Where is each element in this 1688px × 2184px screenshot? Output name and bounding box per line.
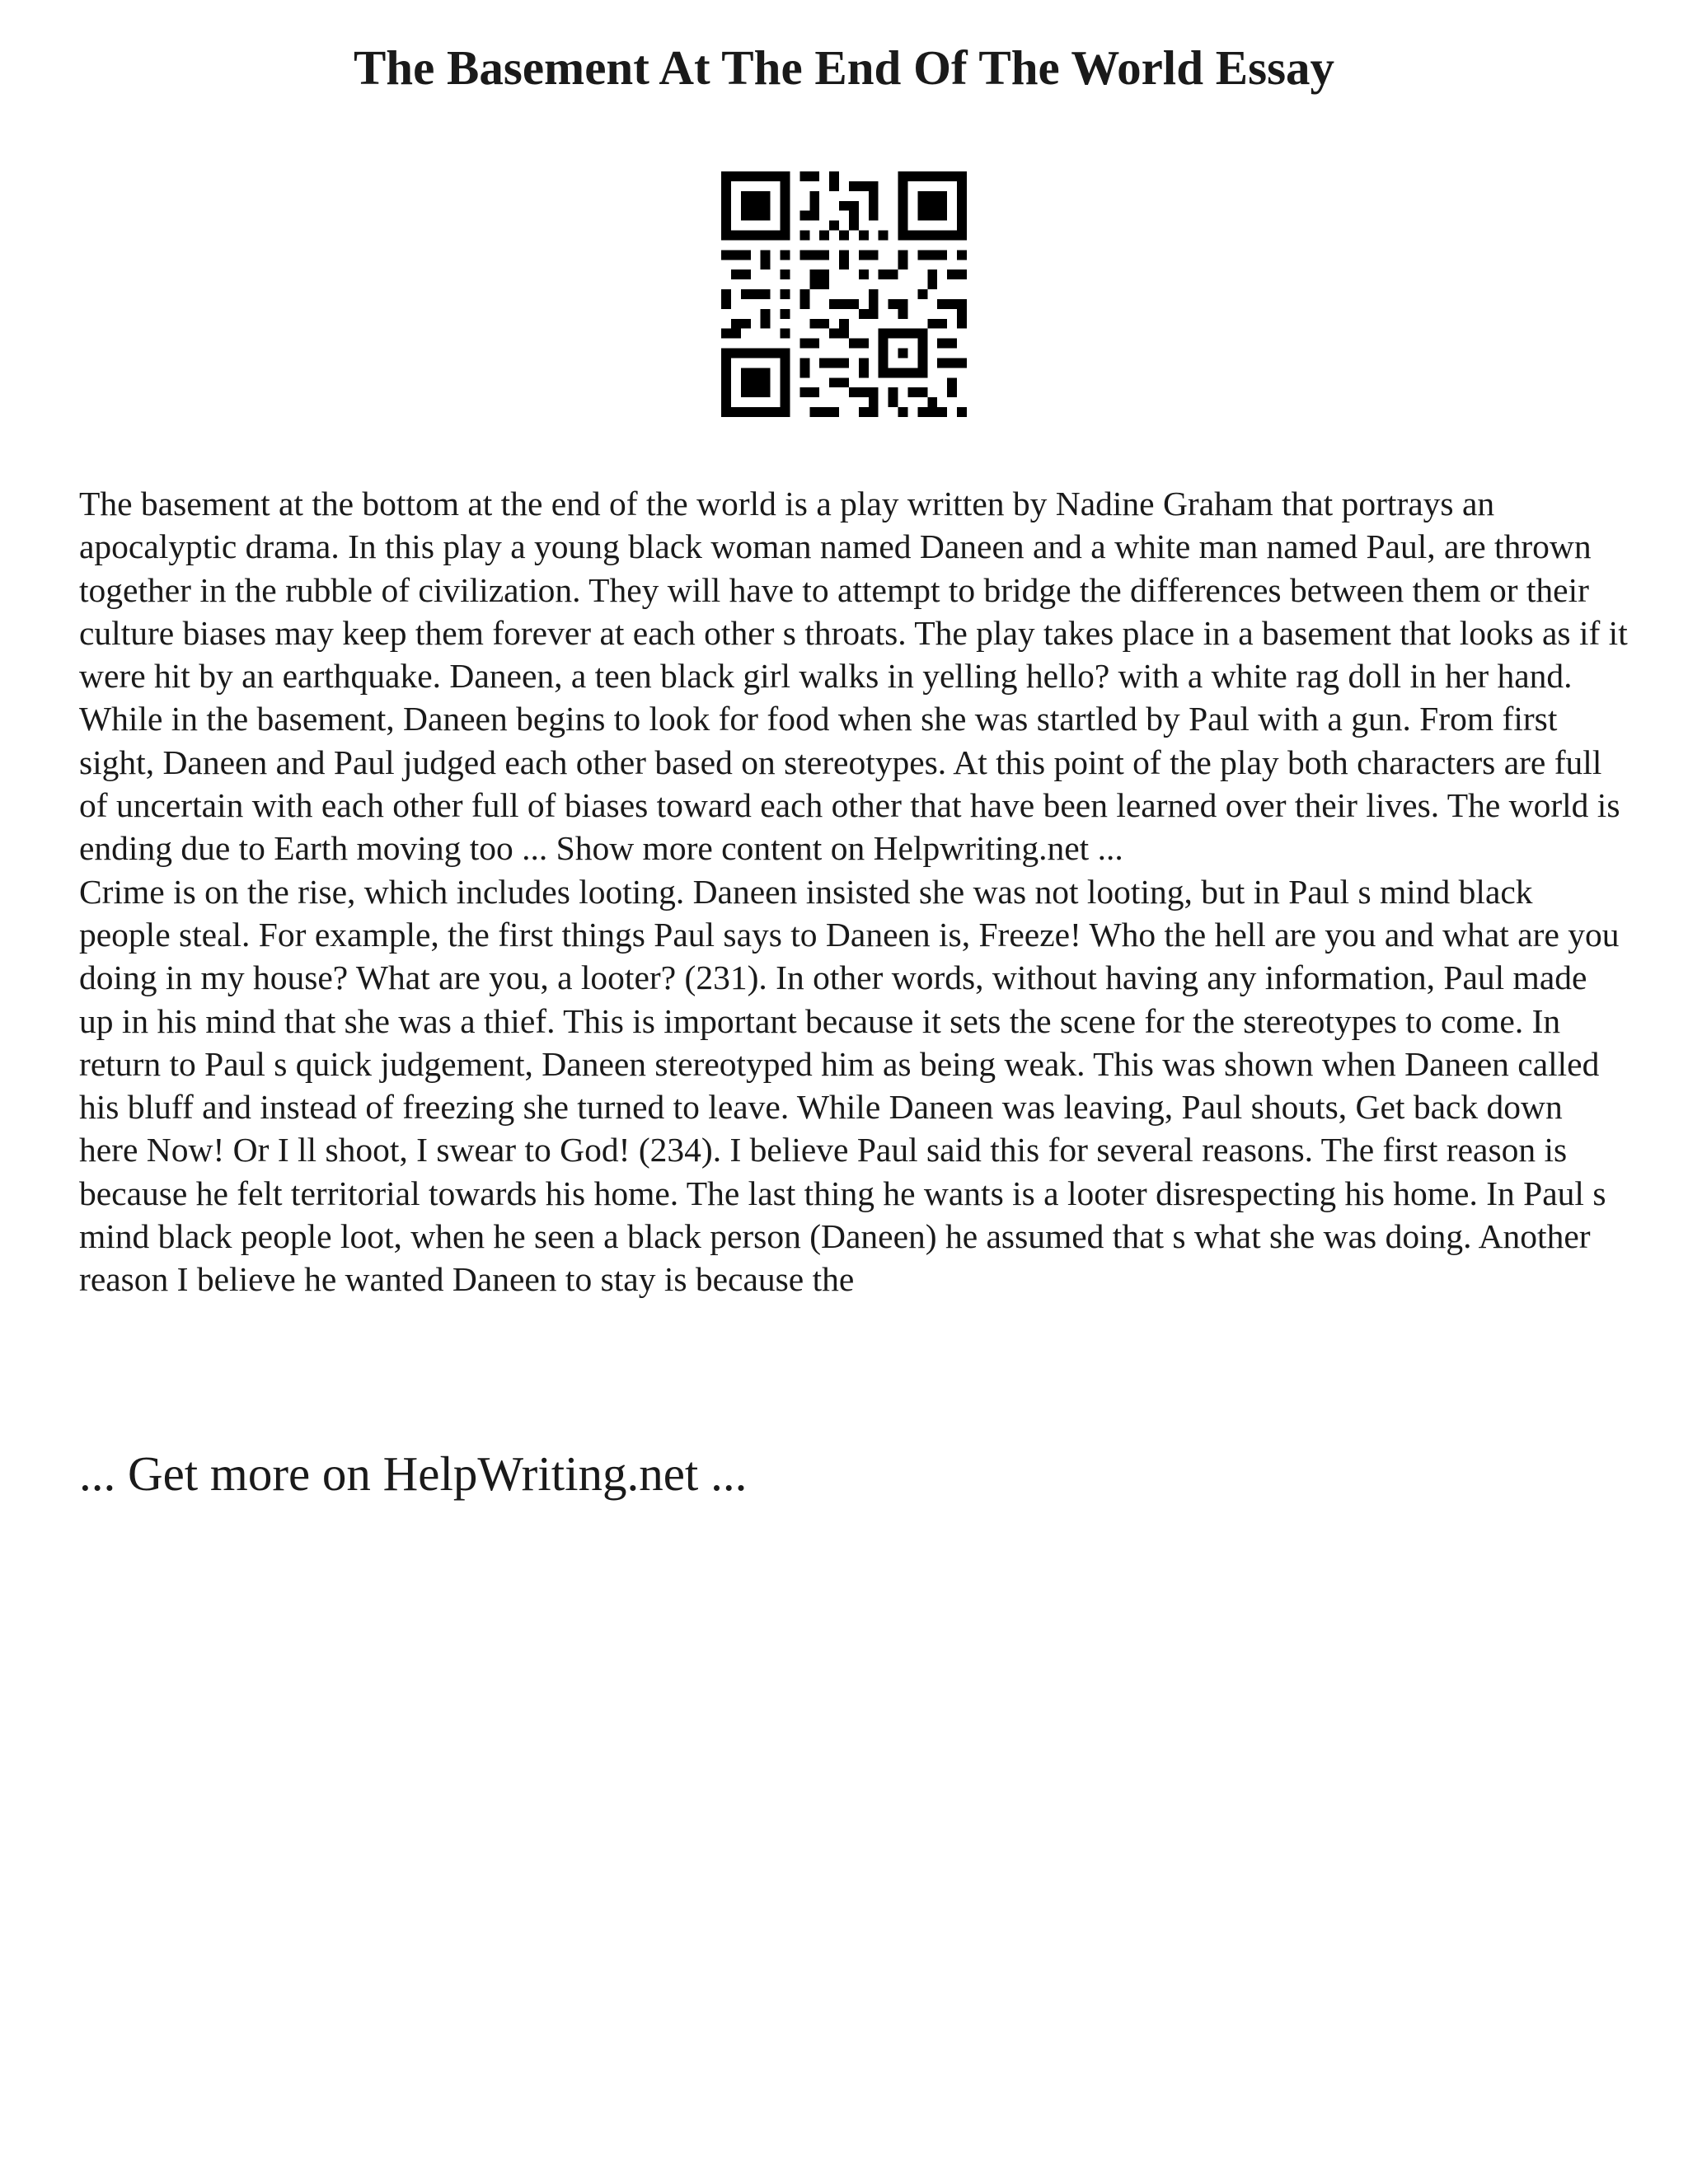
qr-code-icon <box>721 171 967 417</box>
essay-body <box>79 482 1629 1301</box>
get-more-link[interactable]: ... Get more on HelpWriting.net ... <box>79 1446 748 1501</box>
essay-paragraph-2: Crime is on the rise, which includes looting. Daneen insisted she was not looting, but in Paul s mind black people steal. For example, the first things Paul says to Daneen is, Freeze! Who the hell are you and what are you doing in my house? What are you, a looter? (231). In other words, without having any information, Paul made up in his mind that she was a thief. This is important because it sets the scene for the stereotypes to come. In return to Paul s quick judgement, Daneen stereotyped him as being weak. This was shown when Daneen called his bluff and instead of freezing she turned to leave. While Daneen was leaving, Paul shouts, Get back down here Now! Or I ll shoot, I swear to God! (234). I believe Paul said this for several reasons. The first reason is because he felt territorial towards his home. The last thing he wants is a looter disrespecting his home. In Paul s mind black people loot, when he seen a black person (Daneen) he assumed that s what she was doing. Another reason I believe he wanted Daneen to stay is because the <box>79 872 1620 1299</box>
page-title: The Basement At The End Of The World Essay <box>353 40 1335 95</box>
essay-paragraph-1: The basement at the bottom at the end of the world is a play written by Nadine Graham that portrays an apocalyptic drama. In this play a young black woman named Daneen and a white man named Paul, are thrown together in the rubble of civilization. They will have to attempt to bridge the differences between them or their culture biases may keep them forever at each other s throats. The play takes place in a basement that looks as if it were hit by an earthquake. Daneen, a teen black girl walks in yelling hello? with a white rag doll in her hand. While in the basement, Daneen begins to look for food when she was startled by Paul with a gun. From first sight, Daneen and Paul judged each other based on stereotypes. At this point of the play both characters are full of uncertain with each other full of biases toward each other that have been learned over their lives. The world is ending due to Earth moving too ... Show more content on Helpwriting.net ... <box>79 485 1628 868</box>
